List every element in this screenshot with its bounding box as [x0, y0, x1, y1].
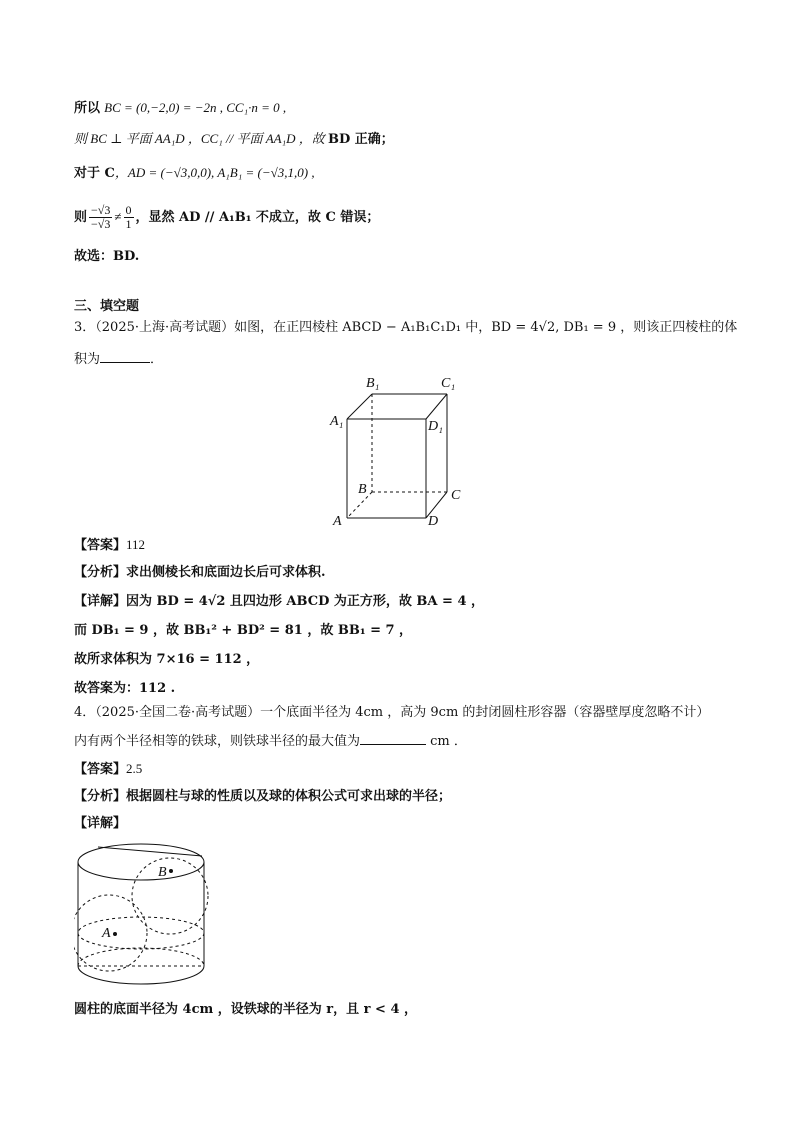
q3-stem-text: 积为: [74, 352, 101, 367]
answer-tag: 【答案】: [74, 538, 127, 553]
q3-stem-line-2: [74, 350, 163, 369]
cylinder-figure: [74, 838, 214, 990]
vertex-label-c1: C₁: [441, 376, 456, 391]
solution-line-2: [74, 130, 394, 149]
choice-text: C: [325, 210, 336, 225]
solution-conclusion: 故选：BD.: [74, 249, 140, 264]
neq-symbol: ≠: [114, 209, 122, 224]
q4-answer-line: [74, 760, 142, 779]
prefix-text: 所以: [74, 101, 101, 116]
solution-line-4: [74, 201, 379, 234]
analysis-tag: 【分析】: [74, 789, 127, 804]
q3-answer-line: [74, 536, 145, 555]
fraction-numerator: −√3: [91, 203, 111, 217]
fraction-denominator: 1: [125, 217, 132, 231]
vertex-label-b1: B₁: [366, 376, 380, 391]
solution-line-3: [74, 164, 315, 183]
q4-detail-line-1: 圆柱的底面半径为 4cm ，设铁球的半径为 r，且 r < 4 ，: [74, 1002, 418, 1017]
answer-blank: [360, 732, 426, 745]
verdict-text: 错误；: [335, 210, 380, 225]
prefix-text: 对于: [74, 166, 105, 181]
answer-value: 2.5: [126, 761, 143, 776]
math-expression: 则 BC ⊥ 平面 AA₁D ，CC₁ // 平面 AA₁D ，故: [74, 131, 329, 146]
answer-value: 112: [126, 537, 146, 552]
q4-detail-tag: 【详解】: [74, 816, 127, 831]
verdict-text: 正确；: [350, 132, 394, 147]
q3-analysis-line: [74, 564, 326, 582]
q3-detail-line-3: 故所求体积为 7×16 = 112 ，: [74, 652, 260, 667]
vertex-label-a1: A₁: [330, 414, 344, 429]
sphere-label-b: B: [158, 865, 167, 880]
sphere-center-b: [169, 869, 173, 873]
choice-text: C: [104, 166, 115, 181]
vertex-label-a: A: [333, 514, 342, 529]
math-expression: BC = (0,−2,0) = −2n , CC₁·n = 0 ,: [104, 100, 287, 115]
vertex-label-b: B: [358, 482, 367, 497]
q4-stem-end: cm ．: [426, 734, 467, 749]
q4-stem-line-2: [74, 732, 467, 751]
q3-stem-line-1: 3．（2025·上海·高考试题）如图，在正四棱柱 ABCD − A₁B₁C₁D₁ 中，BD = 4√2, DB₁ = 9 ，则该正四棱柱的体: [74, 320, 738, 335]
q4-stem-text: 内有两个半径相等的铁球，则铁球半径的最大值为: [74, 734, 361, 749]
choice-text: BD: [328, 132, 351, 147]
q4-stem-line-1: 4．（2025·全国二卷·高考试题）一个底面半径为 4cm ，高为 9cm 的封闭圆柱形容器（容器壁厚度忽略不计）: [74, 705, 710, 720]
fraction-numerator: 0: [125, 203, 132, 217]
prism-figure: [326, 372, 472, 532]
analysis-text: 求出侧棱长和底面边长后可求体积.: [126, 565, 326, 580]
q4-analysis-line: [74, 788, 451, 806]
q3-detail-line-1: [74, 593, 484, 611]
vertex-label-c: C: [451, 488, 461, 503]
fraction: [89, 204, 112, 231]
prefix-text: 则: [74, 210, 88, 225]
fraction: [124, 204, 134, 231]
analysis-tag: 【分析】: [74, 565, 127, 580]
q3-detail-line-2: 而 DB₁ = 9 ，故 BB₁² + BD² = 81 ，故 BB₁ = 7 ，: [74, 623, 413, 638]
fraction-denominator: −√3: [91, 217, 111, 231]
sphere-center-a: [113, 932, 117, 936]
math-expression: ，AD = (−√3,0,0), A₁B₁ = (−√3,1,0) ,: [114, 165, 315, 180]
answer-blank: [100, 350, 150, 363]
vertex-label-d: D: [428, 514, 439, 529]
statement-text: ，显然 AD // A₁B₁ 不成立，故: [135, 210, 326, 225]
solution-line-1: [74, 99, 286, 118]
detail-text: 因为 BD = 4√2 且四边形 ABCD 为正方形，故 BA = 4 ，: [126, 594, 485, 609]
q3-detail-line-4: 故答案为：112 .: [74, 681, 176, 696]
section-title: 三、填空题: [74, 299, 140, 314]
vertex-label-d1: D₁: [428, 419, 443, 434]
analysis-text: 根据圆柱与球的性质以及球的体积公式可求出球的半径；: [126, 789, 452, 804]
q3-stem-end: ．: [150, 352, 164, 367]
detail-tag: 【详解】: [74, 594, 127, 609]
answer-tag: 【答案】: [74, 762, 127, 777]
sphere-label-a: A: [102, 926, 111, 941]
